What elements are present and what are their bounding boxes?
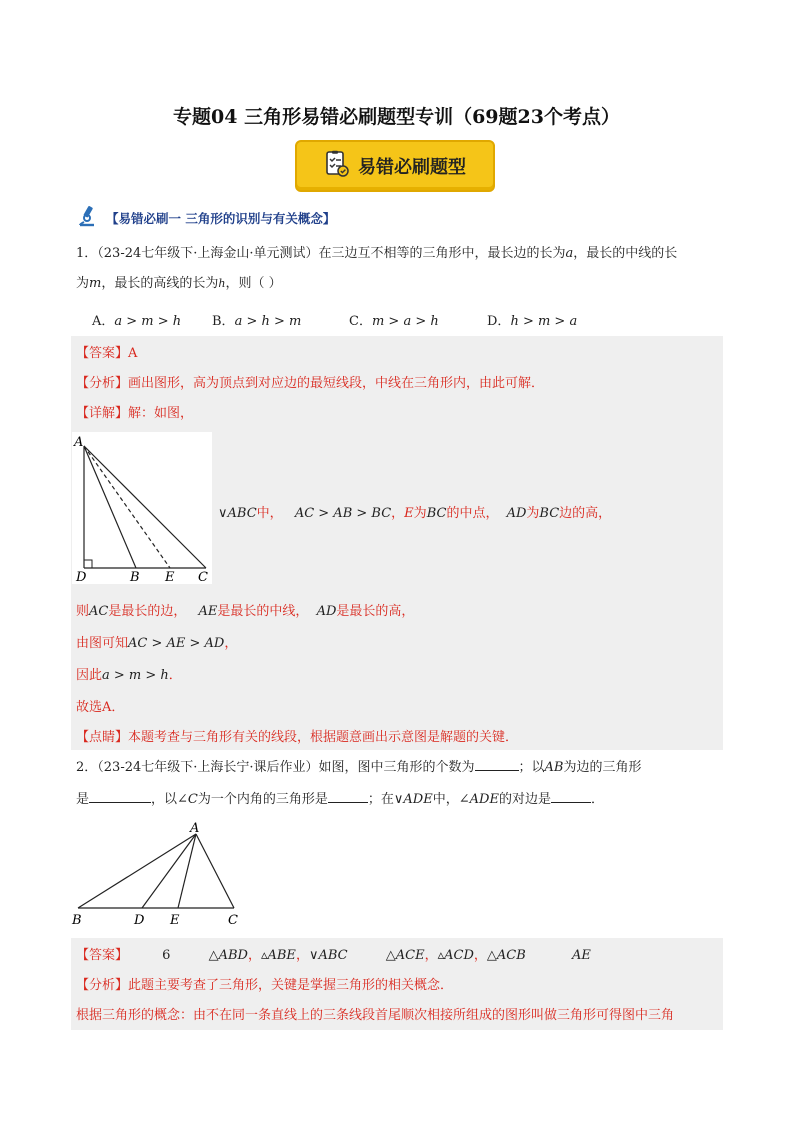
blank-2[interactable] xyxy=(89,788,151,803)
q1-text: ，最长的高线的长为 xyxy=(101,276,219,291)
math-text: AE xyxy=(198,604,218,619)
separator: ， xyxy=(424,948,438,963)
blank-4[interactable] xyxy=(551,788,591,803)
math-text: ▵ACD xyxy=(437,948,474,963)
detail-text: 由图可知 xyxy=(76,636,129,651)
label-d: D xyxy=(76,570,87,584)
microscope-icon xyxy=(76,204,100,232)
q1-var-h: h xyxy=(218,277,226,290)
detail-text: ． xyxy=(168,668,182,683)
q2-text: 为一个内角的三角形是 xyxy=(197,792,328,807)
math-text: BC xyxy=(539,506,560,521)
section-label: 【易错必刷一 三角形的识别与有关概念】 xyxy=(106,211,336,226)
caption-text: 中， xyxy=(256,506,283,521)
detail-text: ， xyxy=(224,636,238,651)
choice-label: A． xyxy=(92,314,115,329)
math-text: E xyxy=(404,506,414,521)
q2-text: ；以 xyxy=(518,760,545,775)
analysis-1: 【分析】画出图形，高为顶点到对应边的最短线段，中线在三角形内，由此可解． xyxy=(76,376,545,391)
question-1-line-2 xyxy=(76,274,282,294)
choice-expr: m > a > h xyxy=(371,314,439,329)
math-text: △ACB xyxy=(486,948,526,963)
q2-text: 的对边是 xyxy=(498,792,551,807)
figure-1-caption xyxy=(218,502,611,521)
math-text: a > m > h xyxy=(102,668,169,683)
label-c: C xyxy=(198,570,208,584)
math-text: BC xyxy=(426,506,447,521)
math-text: AB xyxy=(544,760,564,775)
label-a: A xyxy=(190,821,200,836)
choice-d[interactable] xyxy=(487,310,577,329)
q2-text: 中， xyxy=(432,792,459,807)
label-b: B xyxy=(130,570,140,584)
analysis-2: 【分析】此题主要考查了三角形，关键是掌握三角形的相关概念． xyxy=(76,978,454,993)
detail-text: 是最长的高， xyxy=(336,604,415,619)
math-text: ∠ADE xyxy=(458,792,499,807)
q2-text: ；在 xyxy=(367,792,394,807)
math-text: ▵ABE xyxy=(260,948,296,963)
label-d: D xyxy=(134,913,145,928)
math-text: △ABD xyxy=(208,948,248,963)
q1-text: ，最长的中线的长 xyxy=(573,246,678,261)
label-c: C xyxy=(228,913,238,928)
math-text: ∠C xyxy=(177,792,198,807)
math-text: AC xyxy=(89,604,109,619)
math-text: AC > AB > BC xyxy=(294,506,392,521)
math-text: ∨ABC xyxy=(308,948,348,963)
checklist-icon xyxy=(324,150,350,182)
q1-text: ，则（ ） xyxy=(225,276,282,291)
section-heading xyxy=(76,205,335,231)
answer-2 xyxy=(76,944,591,963)
question-2-line-1 xyxy=(76,756,642,778)
math-text: AE xyxy=(571,948,591,963)
page-title: 专题04 三角形易错必刷题型专训（69题23个考点） xyxy=(173,106,620,128)
math-text: △ACE xyxy=(385,948,425,963)
math-text: ∨ADE xyxy=(393,792,433,807)
caption-text: ， xyxy=(391,506,405,521)
choice-label: B． xyxy=(212,314,235,329)
answer-label: 【答案】 xyxy=(76,948,129,963)
detail-2: 根据三角形的概念：由不在同一条直线上的三条线段首尾顺次相接所组成的图形叫做三角形可得图中三角 xyxy=(76,1008,675,1023)
q2-text: ． xyxy=(590,792,604,807)
math-text: AC > AE > AD xyxy=(128,636,225,651)
math-text: AD xyxy=(316,604,337,619)
detail-text: 则 xyxy=(76,604,90,619)
question-2-line-2 xyxy=(76,788,604,810)
separator: ， xyxy=(247,948,261,963)
detail-text: 是最长的边， xyxy=(108,604,187,619)
choice-label: C． xyxy=(349,314,372,329)
choice-a[interactable] xyxy=(92,310,181,329)
detail-text: 因此 xyxy=(76,668,103,683)
q1-var-m: m xyxy=(89,276,102,291)
choice-b[interactable] xyxy=(212,310,301,329)
math-text: ∨ABC xyxy=(218,506,257,521)
blank-3[interactable] xyxy=(328,788,368,803)
choice-expr: h > m > a xyxy=(510,314,578,329)
choice-label: D． xyxy=(487,314,511,329)
q2-text: 为边的三角形 xyxy=(563,760,642,775)
blank-1[interactable] xyxy=(475,756,519,771)
detail-text: 是最长的中线， xyxy=(217,604,309,619)
caption-text: 的中点， xyxy=(446,506,499,521)
detail-1: 【详解】解：如图， xyxy=(76,406,194,421)
figure-1-triangle xyxy=(72,432,212,584)
topic-banner xyxy=(295,140,495,192)
label-b: B xyxy=(72,913,82,928)
detail-1-line-3 xyxy=(76,664,182,683)
math-text: AD xyxy=(506,506,527,521)
label-a: A xyxy=(74,435,84,450)
label-e: E xyxy=(165,570,175,584)
q2-text: ，以 xyxy=(151,792,178,807)
separator: ， xyxy=(295,948,309,963)
q1-var-a: a xyxy=(565,246,574,261)
q1-text: 1．（23-24七年级下·上海金山·单元测试）在三边互不相等的三角形中，最长边的长为 xyxy=(76,246,566,261)
answer-1: 【答案】A xyxy=(76,346,138,361)
answer-count: 6 xyxy=(162,948,171,963)
comment-1: 【点睛】本题考查与三角形有关的线段，根据题意画出示意图是解题的关键． xyxy=(76,730,519,745)
caption-text: 为 xyxy=(526,506,540,521)
q1-text: 为 xyxy=(76,276,90,291)
detail-1-line-2 xyxy=(76,632,237,651)
q2-text: 是 xyxy=(76,792,90,807)
caption-text: 为 xyxy=(413,506,427,521)
q2-text: 2．（23-24七年级下·上海长宁·课后作业）如图，图中三角形的个数为 xyxy=(76,760,475,775)
banner-label: 易错必刷题型 xyxy=(358,157,466,178)
question-1-line-1 xyxy=(76,244,677,264)
detail-1-line-1 xyxy=(76,600,414,619)
label-e: E xyxy=(170,913,180,928)
separator: ， xyxy=(473,948,487,963)
choice-c[interactable] xyxy=(349,310,439,329)
caption-text: 边的高， xyxy=(559,506,612,521)
choice-expr: a > m > h xyxy=(114,314,182,329)
detail-1-line-4: 故选A． xyxy=(76,700,125,715)
figure-2-triangle xyxy=(70,818,250,930)
choice-expr: a > h > m xyxy=(234,314,302,329)
